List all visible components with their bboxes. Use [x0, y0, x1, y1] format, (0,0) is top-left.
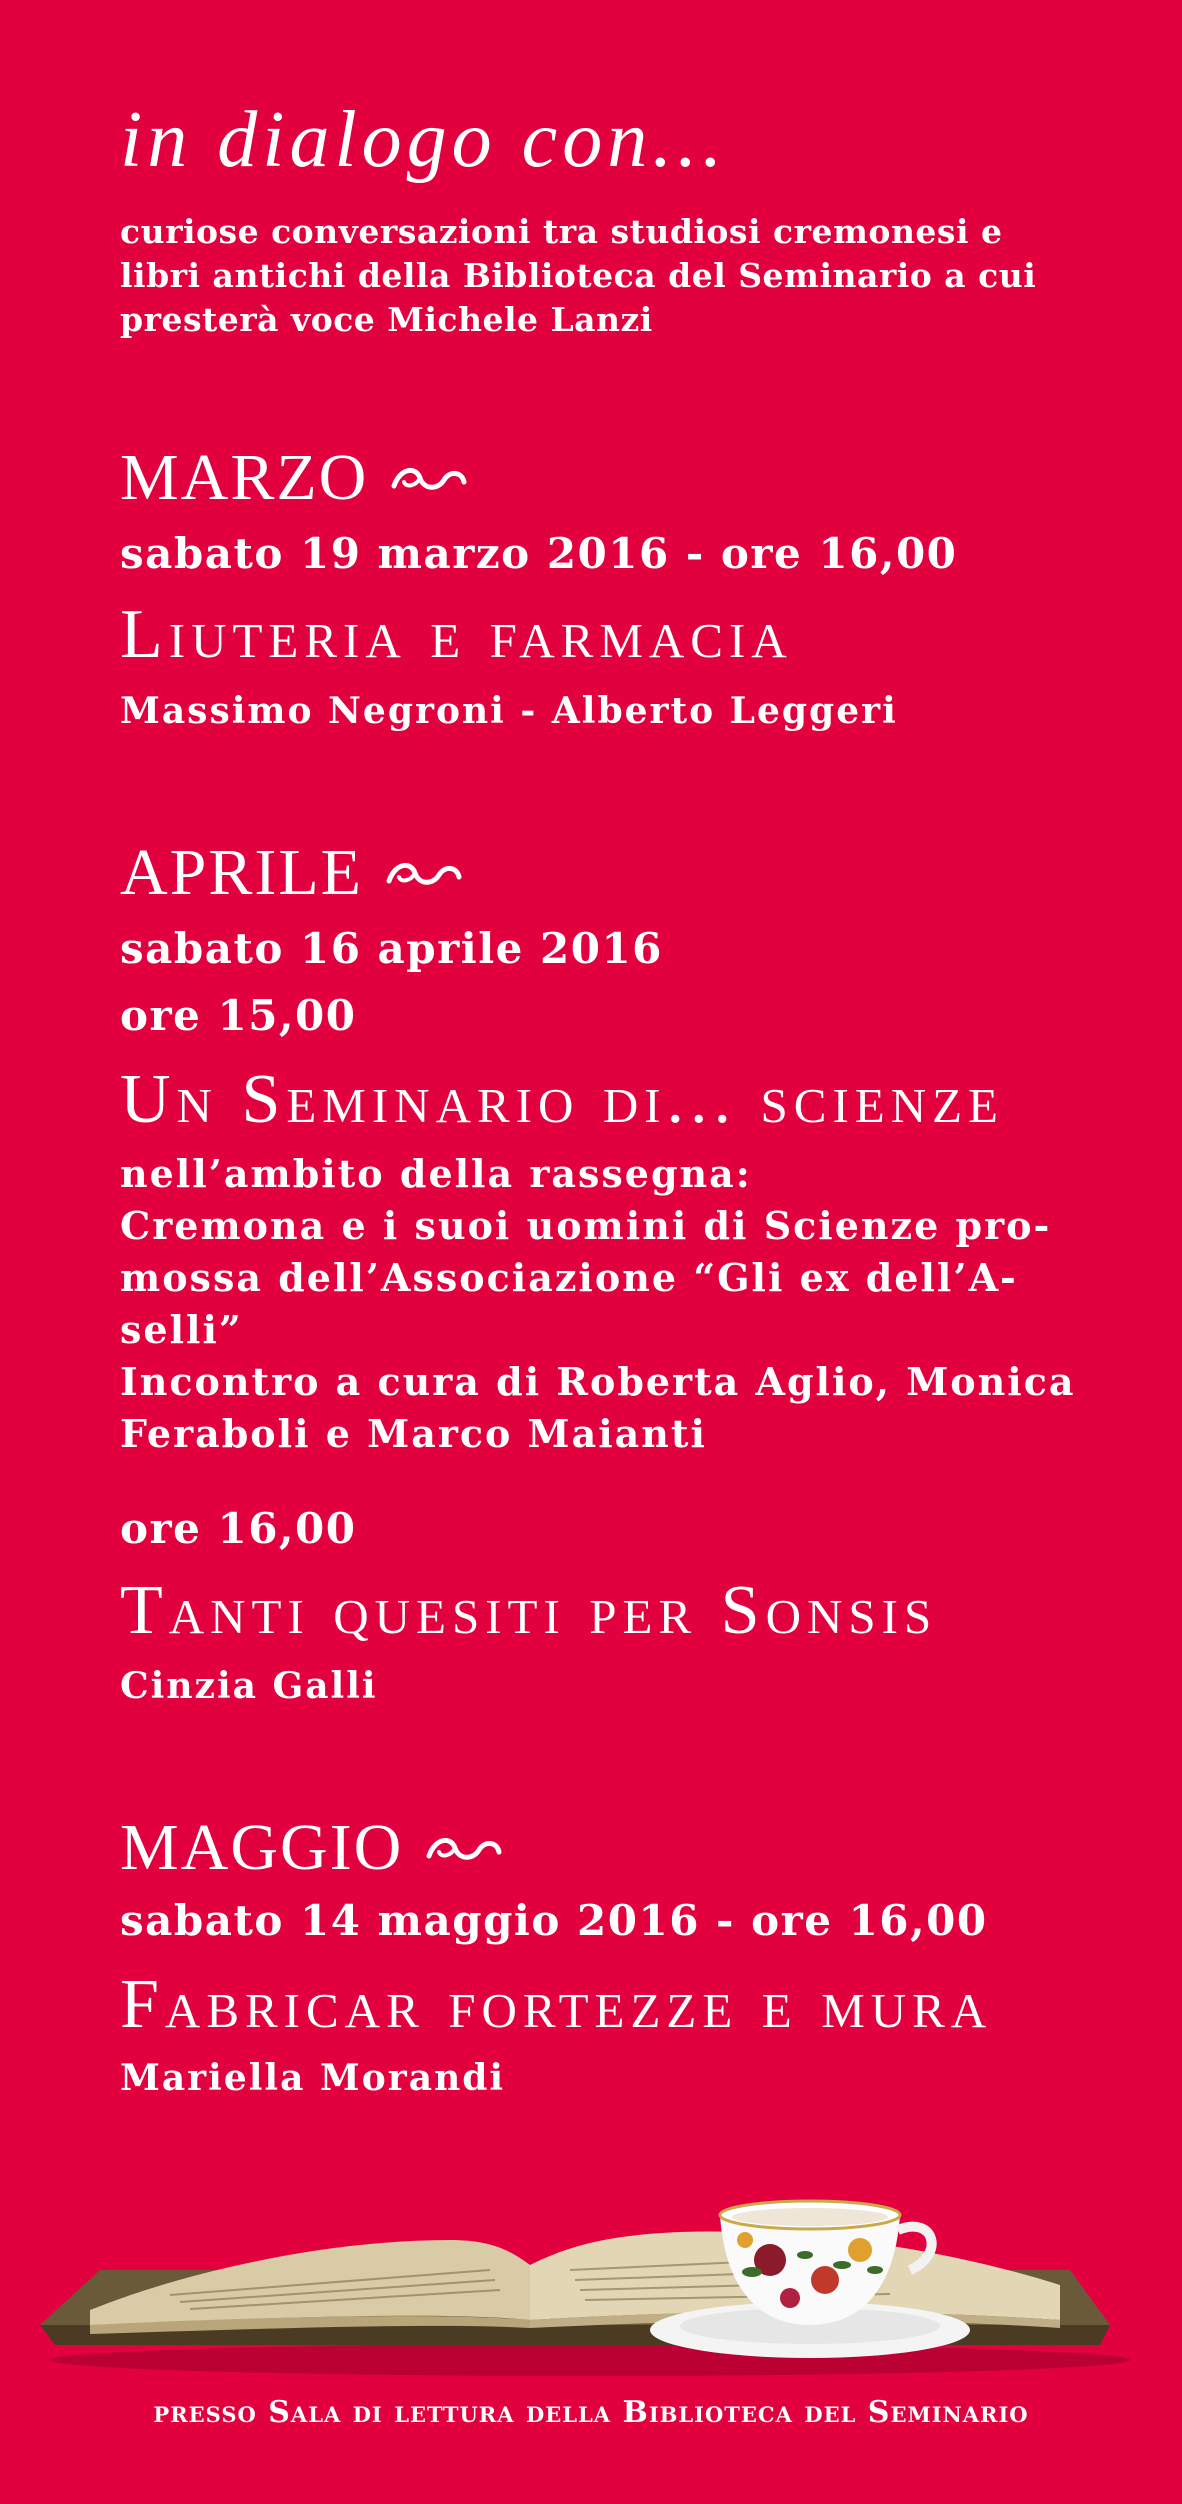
ornament-icon: [390, 460, 468, 496]
month-label: APRILE: [120, 836, 363, 909]
description-line: nell’ambito della rassegna:: [120, 1151, 752, 1196]
event-title: Un Seminario di... scienze: [120, 1061, 1004, 1138]
month-label: MARZO: [120, 441, 369, 514]
event-date: sabato 19 marzo 2016 - ore 16,00: [120, 529, 958, 578]
venue-footer: presso Sala di lettura della Biblioteca del Seminario: [153, 2395, 1029, 2430]
month-heading-maggio: [120, 1811, 503, 1884]
event-date: sabato 16 aprile 2016: [120, 924, 663, 973]
description-line: Feraboli e Marco Maianti: [120, 1411, 707, 1456]
book-and-teacup-illustration: [30, 2120, 1150, 2380]
event-speakers: Cinzia Galli: [120, 1665, 378, 1707]
description-line: Cremona e i suoi uomini di Scienze pro-: [120, 1203, 1052, 1248]
event-title: Liuteria e farmacia: [120, 596, 793, 673]
month-label: MAGGIO: [120, 1811, 404, 1884]
event-description: [120, 1148, 1076, 1460]
intro-line: libri antichi della Biblioteca del Seminario a cui: [120, 256, 1037, 295]
description-line: mossa dell’Associazione “Gli ex dell’A-: [120, 1255, 1018, 1300]
description-line: selli”: [120, 1307, 243, 1352]
description-line: Incontro a cura di Roberta Aglio, Monica: [120, 1359, 1076, 1404]
intro-line: presterà voce Michele Lanzi: [120, 300, 653, 339]
event-speakers: Massimo Negroni - Alberto Leggeri: [120, 690, 898, 732]
intro-line: curiose conversazioni tra studiosi cremonesi e: [120, 212, 1003, 251]
month-heading-marzo: [120, 441, 468, 514]
ornament-icon: [385, 855, 463, 891]
event-speakers: Mariella Morandi: [120, 2057, 506, 2099]
intro-text: [120, 210, 1065, 342]
ornament-icon: [425, 1830, 503, 1866]
month-heading-aprile: [120, 836, 463, 909]
event-title: Tanti quesiti per Sonsis: [120, 1572, 938, 1649]
event-title: Fabricar fortezze e mura: [120, 1966, 993, 2043]
event-date: sabato 14 maggio 2016 - ore 16,00: [120, 1896, 988, 1945]
script-title: in dialogo con...: [120, 96, 728, 184]
event-time: ore 16,00: [120, 1504, 357, 1553]
event-time: ore 15,00: [120, 991, 357, 1040]
